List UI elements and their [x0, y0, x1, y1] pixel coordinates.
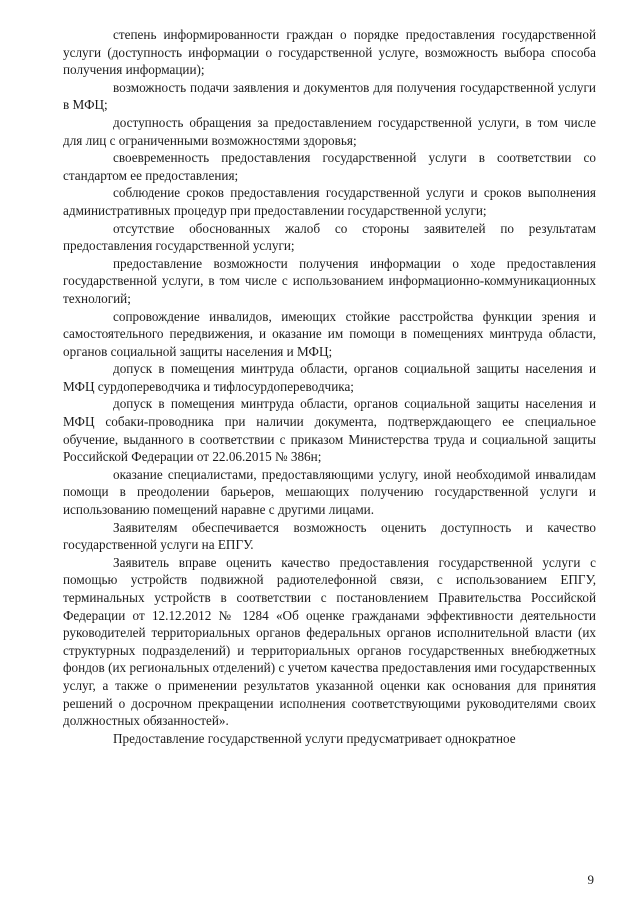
paragraph-deadlines: соблюдение сроков предоставления государственной услуги и сроков выполнения административных процедур при предоставлении государственной услуги; [63, 185, 596, 218]
paragraph-single-interaction: Предоставление государственной услуги предусматривает однократное [113, 730, 516, 746]
paragraph-progress-info: предоставление возможности получения информации о ходе предоставления государственной услуги, в том числе с использованием информационно-коммуникационных технологий; [63, 255, 596, 306]
paragraph-epgu-rating: Заявителям обеспечивается возможность оценить доступность и качество государственной услуги на ЕПГУ. [63, 519, 596, 553]
paragraph-no-complaints: отсутствие обоснованных жалоб со стороны заявителей по результатам предоставления государственной услуги; [63, 220, 596, 254]
paragraph-disabled-escort: сопровождение инвалидов, имеющих стойкие расстройства функции зрения и самостоятельного передвижения, и оказание им помощи в помещениях минтруда области, органов социальной защиты населения и МФЦ; [63, 308, 596, 359]
paragraph-accessibility: доступность обращения за предоставлением государственной услуги, в том числе для лиц с ограниченными возможностями здоровья; [63, 114, 596, 148]
paragraph-timeliness: своевременность предоставления государственной услуги в соответствии со стандартом ее предоставления; [63, 150, 596, 183]
paragraph-information-awareness: степень информированности граждан о порядке предоставления государственной услуги (доступность информации о государственной услуге, возможность выбора способа получения информации); [63, 27, 596, 78]
paragraph-quality-assessment: Заявитель вправе оценить качество предоставления государственной услуги с помощью устройств подвижной радиотелефонной связи, с использованием ЕПГУ, терминальных устройств в соответствии с постановлением Правительства Российской Федерации от 12.12.2012 № 1284 «Об оценке гражданами эффективности деятельности руководителей территориальных органов федеральных органов исполнительной власти (их структурных подразделений) и территориальных органов государственных внебюджетных фондов (их региональных отделений) с учетом качества предоставления ими государственных услуг, а также о применении результатов указанной оценки как основания для принятия решений о досрочном прекращении исполнения соответствующими руководителями своих должностных обязанностей». [63, 554, 596, 729]
paragraph-mfc-submission: возможность подачи заявления и документов для получения государственной услуги в МФЦ; [63, 79, 596, 113]
page-number: 9 [587, 872, 594, 887]
document-page [63, 26, 596, 747]
paragraph-specialist-help: оказание специалистами, предоставляющими услугу, иной необходимой инвалидам помощи в преодолении барьеров, мешающих получению государственной услуги и использованию помещений наравне с другими лицами. [63, 466, 596, 518]
paragraph-sign-interpreter: допуск в помещения минтруда области, органов социальной защиты населения и МФЦ сурдопереводчика и тифлосурдопереводчика; [63, 361, 596, 394]
paragraph-guide-dog: допуск в помещения минтруда области, органов социальной защиты населения и МФЦ собаки-проводника при наличии документа, подтверждающего ее специальное обучение, выданного в соответствии с приказом Министерства труда и социальной защиты Российской Федерации от 22.06.2015 № 386н; [63, 396, 596, 465]
